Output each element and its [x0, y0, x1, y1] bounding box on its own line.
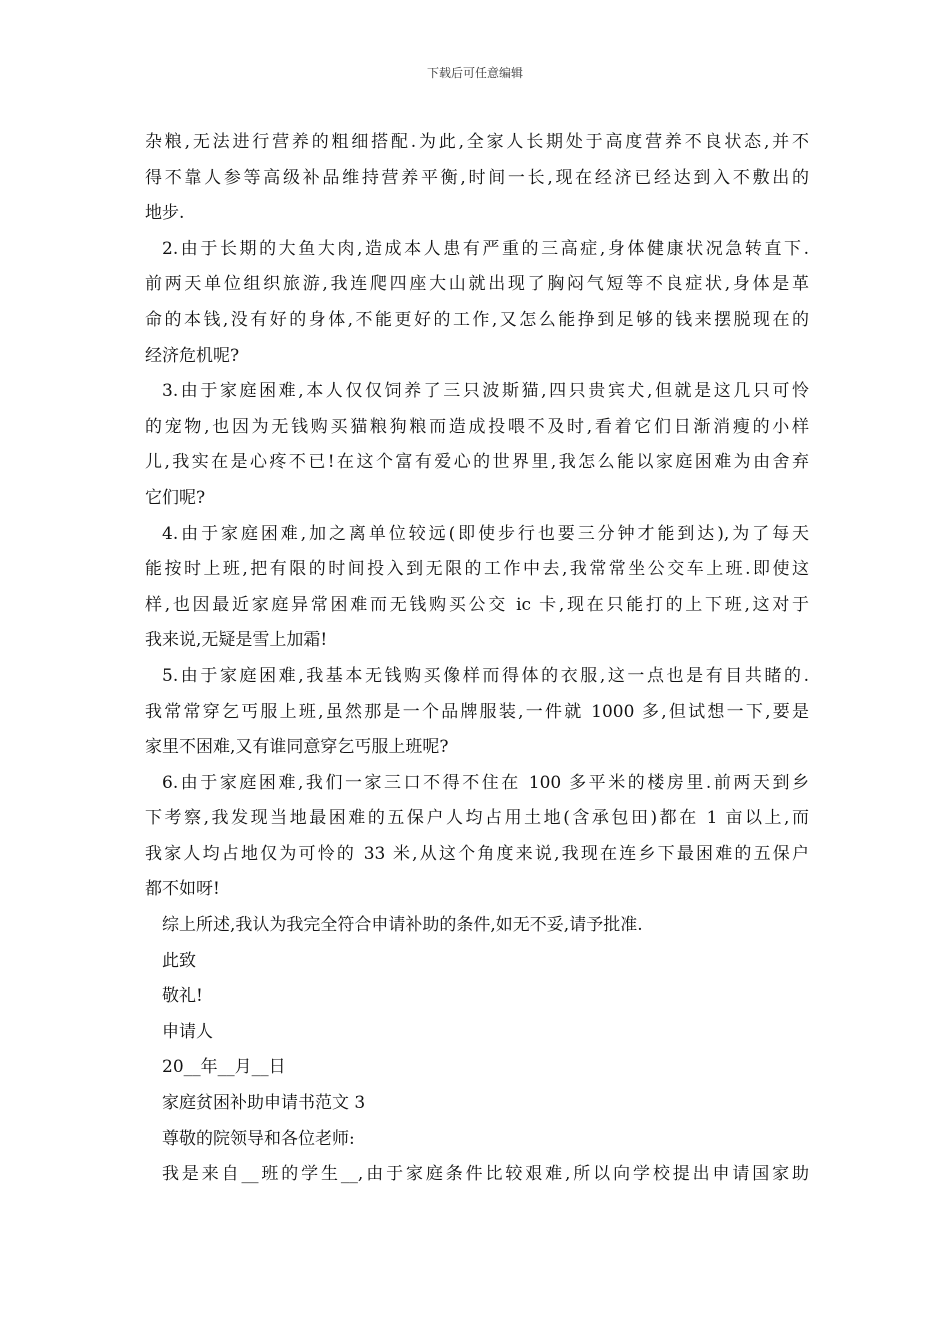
page-header: 下载后可任意编辑 [426, 66, 523, 80]
text-line: 我是来自__班的学生__,由于家庭条件比较艰难,所以向学校提出申请国家助 [162, 1164, 809, 1185]
text-line: 6.由于家庭困难,我们一家三口不得不住在 100 多平米的楼房里.前两天到乡 [162, 772, 809, 793]
text-line: 样,也因最近家庭异常困难而无钱购买公交 ic 卡,现在只能打的上下班,这对于 [145, 594, 809, 615]
text-line: 儿,我实在是心疼不已!在这个富有爱心的世界里,我怎么能以家庭困难为由舍弃 [145, 452, 809, 473]
document-body [145, 125, 809, 1193]
text-line: 都不如呀! [145, 879, 220, 900]
text-line: 我家人均占地仅为可怜的 33 米,从这个角度来说,我现在连乡下最困难的五保户 [145, 843, 809, 864]
text-line: 3.由于家庭困难,本人仅仅饲养了三只波斯猫,四只贵宾犬,但就是这几只可怜 [162, 381, 809, 402]
text-line: 我来说,无疑是雪上加霜! [145, 630, 328, 651]
text-line: 20__年__月__日 [162, 1057, 286, 1078]
text-line: 经济危机呢? [145, 345, 240, 366]
text-line: 家里不困难,又有谁同意穿乞丐服上班呢? [145, 737, 449, 758]
text-line: 得不靠人参等高级补品维持营养平衡,时间一长,现在经济已经达到入不敷出的 [145, 167, 809, 188]
text-line: 命的本钱,没有好的身体,不能更好的工作,又怎么能挣到足够的钱来摆脱现在的 [145, 309, 809, 330]
text-line: 4.由于家庭困难,加之离单位较远(即使步行也要三分钟才能到达),为了每天 [162, 523, 809, 544]
text-line: 2.由于长期的大鱼大肉,造成本人患有严重的三高症,身体健康状况急转直下. [162, 238, 809, 259]
text-line: 我常常穿乞丐服上班,虽然那是一个品牌服装,一件就 1000 多,但试想一下,要是 [145, 701, 809, 722]
text-line: 此致 [162, 950, 196, 971]
text-line: 的宠物,也因为无钱购买猫粮狗粮而造成投喂不及时,看着它们日渐消瘦的小样 [145, 416, 809, 437]
text-line: 下考察,我发现当地最困难的五保户人均占用土地(含承包田)都在 1 亩以上,而 [145, 808, 809, 829]
text-line: 尊敬的院领导和各位老师: [162, 1128, 355, 1149]
section-title: 家庭贫困补助申请书范文 3 [162, 1093, 366, 1114]
text-line: 前两天单位组织旅游,我连爬四座大山就出现了胸闷气短等不良症状,身体是革 [145, 274, 809, 295]
text-line: 申请人 [162, 1021, 213, 1042]
text-line: 杂粮,无法进行营养的粗细搭配.为此,全家人长期处于高度营养不良状态,并不 [145, 132, 809, 152]
text-line: 地步. [145, 203, 185, 224]
text-line: 综上所述,我认为我完全符合申请补助的条件,如无不妥,请予批准. [162, 915, 643, 936]
text-line: 敬礼! [162, 986, 203, 1007]
text-line: 它们呢? [145, 487, 206, 508]
text-line: 5.由于家庭困难,我基本无钱购买像样而得体的衣服,这一点也是有目共睹的. [162, 665, 809, 686]
text-line: 能按时上班,把有限的时间投入到无限的工作中去,我常常坐公交车上班.即使这 [145, 559, 809, 580]
